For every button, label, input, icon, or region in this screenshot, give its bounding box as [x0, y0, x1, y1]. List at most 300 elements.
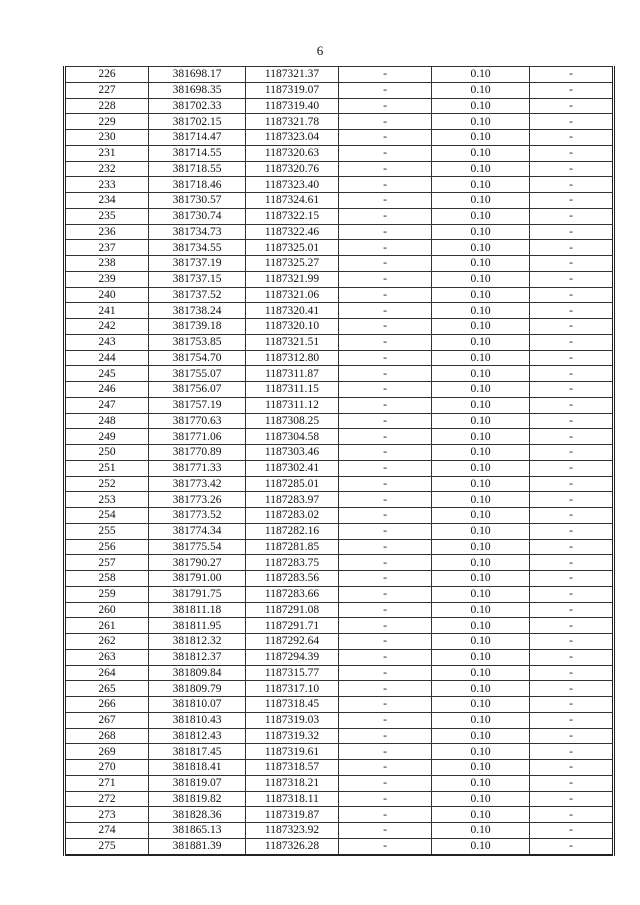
table-row: [65, 319, 614, 335]
value-cell: 0.10: [432, 130, 530, 146]
y-coordinate-cell: 1187319.03: [246, 712, 339, 728]
y-coordinate-cell: 1187322.15: [246, 208, 339, 224]
table-row: [65, 271, 614, 287]
x-coordinate-cell: 381881.39: [149, 838, 246, 854]
point-number-cell: 233: [65, 177, 149, 193]
point-number-cell: 252: [65, 476, 149, 492]
x-coordinate-cell: 381770.63: [149, 413, 246, 429]
point-number-cell: 231: [65, 145, 149, 161]
y-coordinate-cell: 1187318.21: [246, 775, 339, 791]
point-number-cell: 256: [65, 539, 149, 555]
dash-cell: -: [339, 775, 432, 791]
dash-cell-2: -: [530, 366, 614, 382]
value-cell: 0.10: [432, 555, 530, 571]
dash-cell-2: -: [530, 413, 614, 429]
value-cell: 0.10: [432, 287, 530, 303]
value-cell: 0.10: [432, 508, 530, 524]
value-cell: 0.10: [432, 397, 530, 413]
point-number-cell: 259: [65, 586, 149, 602]
point-number-cell: 255: [65, 523, 149, 539]
y-coordinate-cell: 1187318.11: [246, 791, 339, 807]
x-coordinate-cell: 381812.32: [149, 634, 246, 650]
value-cell: 0.10: [432, 67, 530, 83]
dash-cell-2: -: [530, 145, 614, 161]
y-coordinate-cell: 1187320.63: [246, 145, 339, 161]
value-cell: 0.10: [432, 681, 530, 697]
point-number-cell: 228: [65, 98, 149, 114]
dash-cell-2: -: [530, 697, 614, 713]
table-row: [65, 193, 614, 209]
point-number-cell: 253: [65, 492, 149, 508]
dash-cell-2: -: [530, 681, 614, 697]
x-coordinate-cell: 381812.37: [149, 649, 246, 665]
dash-cell: -: [339, 193, 432, 209]
table-row: [65, 429, 614, 445]
table-row: [65, 98, 614, 114]
dash-cell-2: -: [530, 492, 614, 508]
table-row: [65, 681, 614, 697]
value-cell: 0.10: [432, 161, 530, 177]
dash-cell-2: -: [530, 602, 614, 618]
dash-cell-2: -: [530, 303, 614, 319]
point-number-cell: 230: [65, 130, 149, 146]
dash-cell-2: -: [530, 67, 614, 83]
dash-cell: -: [339, 413, 432, 429]
x-coordinate-cell: 381771.06: [149, 429, 246, 445]
value-cell: 0.10: [432, 224, 530, 240]
table-row: [65, 665, 614, 681]
table-row: [65, 712, 614, 728]
dash-cell-2: -: [530, 382, 614, 398]
value-cell: 0.10: [432, 775, 530, 791]
y-coordinate-cell: 1187291.71: [246, 618, 339, 634]
dash-cell-2: -: [530, 130, 614, 146]
x-coordinate-cell: 381819.82: [149, 791, 246, 807]
x-coordinate-cell: 381811.18: [149, 602, 246, 618]
value-cell: 0.10: [432, 602, 530, 618]
y-coordinate-cell: 1187320.76: [246, 161, 339, 177]
dash-cell: -: [339, 287, 432, 303]
y-coordinate-cell: 1187320.10: [246, 319, 339, 335]
y-coordinate-cell: 1187318.57: [246, 760, 339, 776]
dash-cell: -: [339, 366, 432, 382]
point-number-cell: 246: [65, 382, 149, 398]
coordinates-table-body: [65, 67, 614, 855]
value-cell: 0.10: [432, 618, 530, 634]
y-coordinate-cell: 1187311.12: [246, 397, 339, 413]
dash-cell-2: -: [530, 177, 614, 193]
x-coordinate-cell: 381770.89: [149, 445, 246, 461]
x-coordinate-cell: 381756.07: [149, 382, 246, 398]
x-coordinate-cell: 381773.26: [149, 492, 246, 508]
dash-cell: -: [339, 539, 432, 555]
y-coordinate-cell: 1187283.75: [246, 555, 339, 571]
x-coordinate-cell: 381774.34: [149, 523, 246, 539]
dash-cell: -: [339, 303, 432, 319]
x-coordinate-cell: 381811.95: [149, 618, 246, 634]
x-coordinate-cell: 381734.73: [149, 224, 246, 240]
dash-cell: -: [339, 350, 432, 366]
y-coordinate-cell: 1187282.16: [246, 523, 339, 539]
table-row: [65, 508, 614, 524]
value-cell: 0.10: [432, 460, 530, 476]
dash-cell-2: -: [530, 82, 614, 98]
point-number-cell: 242: [65, 319, 149, 335]
x-coordinate-cell: 381730.74: [149, 208, 246, 224]
point-number-cell: 275: [65, 838, 149, 854]
y-coordinate-cell: 1187281.85: [246, 539, 339, 555]
point-number-cell: 247: [65, 397, 149, 413]
point-number-cell: 271: [65, 775, 149, 791]
point-number-cell: 251: [65, 460, 149, 476]
value-cell: 0.10: [432, 334, 530, 350]
x-coordinate-cell: 381791.00: [149, 571, 246, 587]
point-number-cell: 234: [65, 193, 149, 209]
value-cell: 0.10: [432, 539, 530, 555]
x-coordinate-cell: 381714.47: [149, 130, 246, 146]
dash-cell-2: -: [530, 240, 614, 256]
x-coordinate-cell: 381698.17: [149, 67, 246, 83]
table-row: [65, 114, 614, 130]
dash-cell: -: [339, 224, 432, 240]
dash-cell: -: [339, 681, 432, 697]
x-coordinate-cell: 381698.35: [149, 82, 246, 98]
dash-cell: -: [339, 114, 432, 130]
dash-cell-2: -: [530, 445, 614, 461]
y-coordinate-cell: 1187283.56: [246, 571, 339, 587]
table-row: [65, 240, 614, 256]
dash-cell-2: -: [530, 523, 614, 539]
dash-cell-2: -: [530, 114, 614, 130]
value-cell: 0.10: [432, 571, 530, 587]
table-row: [65, 586, 614, 602]
table-row: [65, 303, 614, 319]
table-row: [65, 224, 614, 240]
y-coordinate-cell: 1187312.80: [246, 350, 339, 366]
table-row: [65, 602, 614, 618]
dash-cell: -: [339, 161, 432, 177]
dash-cell: -: [339, 586, 432, 602]
y-coordinate-cell: 1187283.02: [246, 508, 339, 524]
dash-cell: -: [339, 429, 432, 445]
y-coordinate-cell: 1187319.87: [246, 807, 339, 823]
point-number-cell: 232: [65, 161, 149, 177]
table-row: [65, 67, 614, 83]
dash-cell-2: -: [530, 665, 614, 681]
dash-cell-2: -: [530, 161, 614, 177]
value-cell: 0.10: [432, 429, 530, 445]
point-number-cell: 262: [65, 634, 149, 650]
y-coordinate-cell: 1187323.04: [246, 130, 339, 146]
dash-cell: -: [339, 334, 432, 350]
dash-cell-2: -: [530, 807, 614, 823]
value-cell: 0.10: [432, 649, 530, 665]
x-coordinate-cell: 381730.57: [149, 193, 246, 209]
dash-cell-2: -: [530, 618, 614, 634]
x-coordinate-cell: 381818.41: [149, 760, 246, 776]
x-coordinate-cell: 381737.52: [149, 287, 246, 303]
y-coordinate-cell: 1187291.08: [246, 602, 339, 618]
point-number-cell: 243: [65, 334, 149, 350]
value-cell: 0.10: [432, 492, 530, 508]
dash-cell: -: [339, 523, 432, 539]
dash-cell: -: [339, 744, 432, 760]
dash-cell-2: -: [530, 476, 614, 492]
dash-cell-2: -: [530, 429, 614, 445]
table-row: [65, 366, 614, 382]
dash-cell-2: -: [530, 508, 614, 524]
x-coordinate-cell: 381810.07: [149, 697, 246, 713]
y-coordinate-cell: 1187322.46: [246, 224, 339, 240]
value-cell: 0.10: [432, 476, 530, 492]
point-number-cell: 267: [65, 712, 149, 728]
point-number-cell: 248: [65, 413, 149, 429]
value-cell: 0.10: [432, 838, 530, 854]
point-number-cell: 249: [65, 429, 149, 445]
point-number-cell: 229: [65, 114, 149, 130]
x-coordinate-cell: 381739.18: [149, 319, 246, 335]
dash-cell-2: -: [530, 287, 614, 303]
table-row: [65, 397, 614, 413]
value-cell: 0.10: [432, 823, 530, 839]
dash-cell: -: [339, 697, 432, 713]
dash-cell-2: -: [530, 539, 614, 555]
table-row: [65, 208, 614, 224]
table-row: [65, 618, 614, 634]
y-coordinate-cell: 1187308.25: [246, 413, 339, 429]
table-row: [65, 697, 614, 713]
y-coordinate-cell: 1187319.07: [246, 82, 339, 98]
table-row: [65, 555, 614, 571]
dash-cell-2: -: [530, 744, 614, 760]
dash-cell-2: -: [530, 791, 614, 807]
y-coordinate-cell: 1187319.32: [246, 728, 339, 744]
table-row: [65, 539, 614, 555]
y-coordinate-cell: 1187317.10: [246, 681, 339, 697]
dash-cell: -: [339, 791, 432, 807]
dash-cell: -: [339, 256, 432, 272]
y-coordinate-cell: 1187326.28: [246, 838, 339, 854]
x-coordinate-cell: 381812.43: [149, 728, 246, 744]
point-number-cell: 240: [65, 287, 149, 303]
value-cell: 0.10: [432, 523, 530, 539]
y-coordinate-cell: 1187283.66: [246, 586, 339, 602]
table-row: [65, 413, 614, 429]
x-coordinate-cell: 381753.85: [149, 334, 246, 350]
table-row: [65, 334, 614, 350]
dash-cell-2: -: [530, 634, 614, 650]
dash-cell-2: -: [530, 208, 614, 224]
value-cell: 0.10: [432, 240, 530, 256]
dash-cell: -: [339, 82, 432, 98]
dash-cell-2: -: [530, 256, 614, 272]
dash-cell-2: -: [530, 775, 614, 791]
y-coordinate-cell: 1187325.27: [246, 256, 339, 272]
x-coordinate-cell: 381718.55: [149, 161, 246, 177]
table-row: [65, 775, 614, 791]
y-coordinate-cell: 1187321.37: [246, 67, 339, 83]
dash-cell: -: [339, 271, 432, 287]
x-coordinate-cell: 381771.33: [149, 460, 246, 476]
dash-cell: -: [339, 208, 432, 224]
value-cell: 0.10: [432, 350, 530, 366]
dash-cell-2: -: [530, 586, 614, 602]
dash-cell: -: [339, 67, 432, 83]
dash-cell: -: [339, 807, 432, 823]
point-number-cell: 265: [65, 681, 149, 697]
table-row: [65, 161, 614, 177]
dash-cell: -: [339, 476, 432, 492]
point-number-cell: 245: [65, 366, 149, 382]
table-row: [65, 571, 614, 587]
x-coordinate-cell: 381702.33: [149, 98, 246, 114]
x-coordinate-cell: 381828.36: [149, 807, 246, 823]
dash-cell-2: -: [530, 193, 614, 209]
dash-cell-2: -: [530, 350, 614, 366]
y-coordinate-cell: 1187318.45: [246, 697, 339, 713]
table-row: [65, 492, 614, 508]
point-number-cell: 268: [65, 728, 149, 744]
table-row: [65, 807, 614, 823]
value-cell: 0.10: [432, 319, 530, 335]
dash-cell: -: [339, 319, 432, 335]
value-cell: 0.10: [432, 665, 530, 681]
dash-cell: -: [339, 571, 432, 587]
x-coordinate-cell: 381757.19: [149, 397, 246, 413]
y-coordinate-cell: 1187320.41: [246, 303, 339, 319]
dash-cell-2: -: [530, 224, 614, 240]
x-coordinate-cell: 381773.42: [149, 476, 246, 492]
y-coordinate-cell: 1187283.97: [246, 492, 339, 508]
dash-cell-2: -: [530, 460, 614, 476]
dash-cell-2: -: [530, 760, 614, 776]
dash-cell: -: [339, 460, 432, 476]
y-coordinate-cell: 1187302.41: [246, 460, 339, 476]
point-number-cell: 261: [65, 618, 149, 634]
value-cell: 0.10: [432, 586, 530, 602]
y-coordinate-cell: 1187321.78: [246, 114, 339, 130]
dash-cell: -: [339, 130, 432, 146]
value-cell: 0.10: [432, 760, 530, 776]
dash-cell-2: -: [530, 728, 614, 744]
table-row: [65, 523, 614, 539]
value-cell: 0.10: [432, 445, 530, 461]
y-coordinate-cell: 1187319.61: [246, 744, 339, 760]
value-cell: 0.10: [432, 82, 530, 98]
table-row: [65, 382, 614, 398]
point-number-cell: 237: [65, 240, 149, 256]
table-row: [65, 476, 614, 492]
table-row: [65, 649, 614, 665]
y-coordinate-cell: 1187321.51: [246, 334, 339, 350]
point-number-cell: 266: [65, 697, 149, 713]
point-number-cell: 238: [65, 256, 149, 272]
point-number-cell: 272: [65, 791, 149, 807]
x-coordinate-cell: 381790.27: [149, 555, 246, 571]
x-coordinate-cell: 381775.54: [149, 539, 246, 555]
dash-cell: -: [339, 177, 432, 193]
point-number-cell: 264: [65, 665, 149, 681]
y-coordinate-cell: 1187311.15: [246, 382, 339, 398]
dash-cell-2: -: [530, 712, 614, 728]
dash-cell: -: [339, 649, 432, 665]
value-cell: 0.10: [432, 256, 530, 272]
x-coordinate-cell: 381817.45: [149, 744, 246, 760]
value-cell: 0.10: [432, 193, 530, 209]
value-cell: 0.10: [432, 697, 530, 713]
x-coordinate-cell: 381810.43: [149, 712, 246, 728]
table-row: [65, 287, 614, 303]
x-coordinate-cell: 381773.52: [149, 508, 246, 524]
table-row: [65, 823, 614, 839]
table-row: [65, 445, 614, 461]
y-coordinate-cell: 1187285.01: [246, 476, 339, 492]
coordinates-table: [63, 66, 615, 856]
page-number: 6: [316, 43, 324, 58]
value-cell: 0.10: [432, 145, 530, 161]
y-coordinate-cell: 1187315.77: [246, 665, 339, 681]
table-row: [65, 838, 614, 854]
table-row: [65, 256, 614, 272]
x-coordinate-cell: 381755.07: [149, 366, 246, 382]
y-coordinate-cell: 1187324.61: [246, 193, 339, 209]
value-cell: 0.10: [432, 177, 530, 193]
dash-cell-2: -: [530, 334, 614, 350]
y-coordinate-cell: 1187304.58: [246, 429, 339, 445]
dash-cell: -: [339, 445, 432, 461]
point-number-cell: 239: [65, 271, 149, 287]
x-coordinate-cell: 381737.19: [149, 256, 246, 272]
dash-cell: -: [339, 602, 432, 618]
table-row: [65, 350, 614, 366]
dash-cell: -: [339, 145, 432, 161]
point-number-cell: 236: [65, 224, 149, 240]
table-row: [65, 760, 614, 776]
y-coordinate-cell: 1187292.64: [246, 634, 339, 650]
x-coordinate-cell: 381809.84: [149, 665, 246, 681]
point-number-cell: 273: [65, 807, 149, 823]
dash-cell: -: [339, 98, 432, 114]
table-row: [65, 177, 614, 193]
x-coordinate-cell: 381754.70: [149, 350, 246, 366]
dash-cell-2: -: [530, 649, 614, 665]
dash-cell-2: -: [530, 98, 614, 114]
y-coordinate-cell: 1187294.39: [246, 649, 339, 665]
table-row: [65, 634, 614, 650]
point-number-cell: 257: [65, 555, 149, 571]
y-coordinate-cell: 1187303.46: [246, 445, 339, 461]
table-row: [65, 82, 614, 98]
table-row: [65, 145, 614, 161]
x-coordinate-cell: 381819.07: [149, 775, 246, 791]
x-coordinate-cell: 381718.46: [149, 177, 246, 193]
y-coordinate-cell: 1187321.06: [246, 287, 339, 303]
value-cell: 0.10: [432, 303, 530, 319]
y-coordinate-cell: 1187325.01: [246, 240, 339, 256]
x-coordinate-cell: 381714.55: [149, 145, 246, 161]
dash-cell: -: [339, 712, 432, 728]
dash-cell-2: -: [530, 271, 614, 287]
x-coordinate-cell: 381865.13: [149, 823, 246, 839]
x-coordinate-cell: 381738.24: [149, 303, 246, 319]
point-number-cell: 241: [65, 303, 149, 319]
table-row: [65, 460, 614, 476]
point-number-cell: 269: [65, 744, 149, 760]
y-coordinate-cell: 1187319.40: [246, 98, 339, 114]
dash-cell: -: [339, 634, 432, 650]
x-coordinate-cell: 381791.75: [149, 586, 246, 602]
value-cell: 0.10: [432, 791, 530, 807]
